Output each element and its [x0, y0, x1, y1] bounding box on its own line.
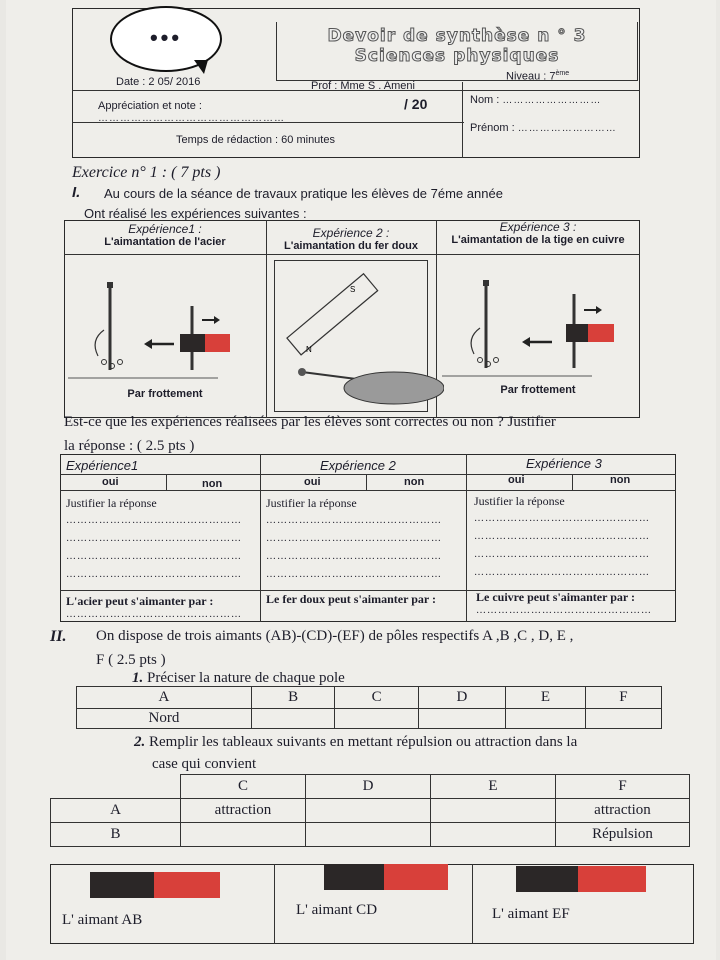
experiment-3-subtitle: L'aimantation de la tige en cuivre: [451, 234, 625, 246]
exp3-dots-1: …………………………………………: [474, 513, 650, 524]
pole-value-c[interactable]: [335, 709, 419, 729]
exp1-justify-label: Justifier la réponse: [66, 496, 157, 510]
q2-line2: case qui convient: [152, 756, 257, 772]
experiment-3-drawing: [442, 278, 638, 378]
part1-number: I.: [72, 184, 81, 201]
exp3-bottom-label: Le cuivre peut s'aimanter par :: [476, 590, 635, 604]
appreciation-text: Appréciation et note :: [98, 100, 202, 112]
exp1-bottom-area[interactable]: [66, 594, 258, 620]
stroke-arrow: [95, 330, 104, 356]
exp2-dots-3: …………………………………………: [266, 551, 442, 562]
experiment-2-header: [266, 226, 436, 252]
experiment-2-title: Expérience 2 :: [312, 226, 390, 240]
pole-header-f: F: [585, 687, 661, 709]
q2-line1: [134, 734, 577, 751]
exercise-title: Exercice n° 1 : ( 7 pts ): [72, 164, 221, 181]
poles-value-row: [77, 709, 662, 729]
experiments-divider-h: [64, 254, 640, 255]
magnets-divider-2: [472, 864, 473, 944]
q1-number: 1.: [132, 670, 144, 686]
stroke-arrow: [471, 328, 480, 354]
speech-bubble-dots: •••: [149, 25, 183, 50]
pin-3: [118, 360, 123, 365]
exp2-dots-1: …………………………………………: [266, 515, 442, 526]
interaction-b-f[interactable]: Répulsion: [556, 823, 690, 847]
pole-value-f[interactable]: [585, 709, 661, 729]
pin-3: [494, 358, 499, 363]
pin-1: [478, 358, 483, 363]
experiment-2-drawing: [274, 260, 444, 410]
answer-table-hline-1: [60, 474, 676, 475]
pole-header-a: A: [77, 687, 252, 709]
exp1-justify-area[interactable]: [66, 494, 256, 584]
exp3-bottom-dots: …………………………………………: [476, 605, 652, 616]
magnet-red: [205, 334, 230, 352]
prenom-label: [470, 122, 630, 134]
exp3-justify-label: Justifier la réponse: [474, 494, 565, 508]
exp3-dots-3: …………………………………………: [474, 549, 650, 560]
answer-header-exp3: Expérience 3: [526, 456, 602, 471]
experiment-1-caption: Par frottement: [127, 388, 203, 400]
part1-text2: Ont réalisé les expériences suivantes :: [84, 206, 307, 221]
exam-title-line2: Sciences physiques: [354, 46, 560, 66]
interaction-row-b: [51, 823, 690, 847]
exp3-justify-area[interactable]: [474, 492, 670, 582]
experiment-1-subtitle: L'aimantation de l'acier: [104, 236, 226, 248]
exp1-dots-1: …………………………………………: [66, 515, 242, 526]
magnet-ef-red: [578, 866, 646, 892]
question1-line2: la réponse : ( 2.5 pts ): [64, 438, 195, 454]
magnet-dark: [180, 334, 205, 352]
magnet-ef-dark: [516, 866, 578, 892]
prenom-text: Prénom :: [470, 122, 515, 134]
pull-arrowhead: [522, 337, 530, 347]
q2-number: 2.: [134, 734, 146, 750]
q1-line: [132, 670, 345, 687]
experiment-2-subtitle: L'aimantation du fer doux: [283, 240, 418, 252]
pin-1: [102, 360, 107, 365]
exp3-oui-option[interactable]: oui: [508, 474, 525, 486]
pole-value-b[interactable]: [251, 709, 335, 729]
exp3-bottom-area[interactable]: [476, 590, 674, 616]
exp2-bottom-label: Le fer doux peut s'aimanter par :: [266, 592, 436, 606]
interaction-header-row: [51, 775, 690, 799]
interaction-col-d: D: [306, 775, 431, 799]
exam-sheet: [6, 0, 716, 960]
question1-line1: Est-ce que les expériences réalisées par les élèves sont correctes ou non ? Justifier: [64, 414, 556, 430]
interaction-b-c[interactable]: [181, 823, 306, 847]
magnet-ab: [90, 872, 220, 898]
answer-table-vline-2: [466, 454, 467, 622]
interaction-a-e[interactable]: [431, 799, 556, 823]
answer-table-vline-3: [166, 474, 167, 490]
bar-magnet: [287, 274, 378, 355]
appreciation-dots: ……………………………………………: [98, 113, 285, 124]
interaction-b-d[interactable]: [306, 823, 431, 847]
speech-bubble-tail: [194, 60, 208, 74]
experiment-3-caption: Par frottement: [500, 384, 576, 396]
interaction-row-a-label: A: [51, 799, 181, 823]
exp3-dots-2: …………………………………………: [474, 531, 650, 542]
interaction-a-c[interactable]: attraction: [181, 799, 306, 823]
magnet-cd: [324, 864, 448, 890]
part2-text1: On dispose de trois aimants (AB)-(CD)-(EF) de pôles respectifs A ,B ,C , D, E ,: [96, 628, 574, 644]
answer-header-exp1: Expérience1: [66, 458, 139, 473]
magnet-n-label: N: [306, 345, 312, 354]
exp2-dots-2: …………………………………………: [266, 533, 442, 544]
interaction-b-e[interactable]: [431, 823, 556, 847]
exp1-dots-2: …………………………………………: [66, 533, 242, 544]
exp2-dots-4: …………………………………………: [266, 569, 442, 580]
pole-header-d: D: [418, 687, 505, 709]
interaction-row-a: [51, 799, 690, 823]
interaction-col-c: C: [181, 775, 306, 799]
exp2-non-option[interactable]: non: [404, 476, 425, 488]
exp3-dots-4: …………………………………………: [474, 567, 650, 578]
interaction-a-d[interactable]: [306, 799, 431, 823]
exp1-dots-3: …………………………………………: [66, 551, 242, 562]
poles-table: [76, 686, 662, 729]
rod-top: [483, 280, 489, 286]
experiment-3-title: Expérience 3 :: [499, 220, 577, 234]
prof-label: Prof : Mme S . Ameni: [311, 80, 415, 92]
pole-header-b: B: [251, 687, 335, 709]
interaction-a-f[interactable]: attraction: [556, 799, 690, 823]
poles-header-row: [77, 687, 662, 709]
pole-value-d[interactable]: [418, 709, 505, 729]
niveau-label: [506, 70, 626, 83]
pole-value-e[interactable]: [506, 709, 586, 729]
exp1-oui-option[interactable]: oui: [102, 476, 119, 488]
header-vline: [462, 82, 463, 158]
exp1-bottom-label: L'acier peut s'aimanter par :: [66, 594, 214, 608]
magnet-ef: [516, 866, 646, 892]
experiment-3-header: [436, 220, 640, 246]
interaction-corner: [51, 775, 181, 799]
exp3-non-option[interactable]: non: [610, 474, 631, 486]
answer-table-vline-5: [572, 474, 573, 490]
pole-value-a[interactable]: Nord: [77, 709, 252, 729]
nom-label: [470, 94, 630, 106]
exp2-bottom-area[interactable]: [266, 592, 464, 607]
pole-header-e: E: [506, 687, 586, 709]
exp2-oui-option[interactable]: oui: [304, 476, 321, 488]
part2-number: II.: [50, 628, 67, 645]
exp1-bottom-dots: …………………………………………: [66, 609, 242, 620]
move-arrowhead: [596, 306, 602, 314]
magnets-divider-1: [274, 864, 275, 944]
nom-text: Nom :: [470, 94, 500, 106]
experiment-1-drawing: [68, 280, 264, 380]
q2-text1: Remplir les tableaux suivants en mettant répulsion ou attraction dans la: [149, 734, 578, 750]
interaction-col-e: E: [431, 775, 556, 799]
nom-dots: ………………………: [502, 95, 602, 106]
magnet-ef-label: L' aimant EF: [492, 906, 570, 922]
note-label: / 20: [404, 96, 428, 112]
header-hline-1: [72, 90, 640, 91]
magnet-dark: [566, 324, 588, 342]
exp1-dots-4: …………………………………………: [66, 569, 242, 580]
magnet-ab-dark: [90, 872, 154, 898]
answer-table-vline-1: [260, 454, 261, 622]
exp2-justify-area[interactable]: [266, 494, 462, 584]
iron-filings: [344, 372, 444, 404]
move-arrowhead: [214, 316, 220, 324]
answer-table-hline-2: [60, 490, 676, 491]
temps-label: Temps de rédaction : 60 minutes: [176, 134, 335, 146]
pull-arrowhead: [144, 339, 152, 349]
appreciation-label: [98, 100, 358, 124]
answer-header-exp2: Expérience 2: [320, 458, 396, 473]
magnet-cd-label: L' aimant CD: [296, 902, 378, 918]
experiment-1-header: [64, 222, 266, 248]
magnet-ab-red: [154, 872, 220, 898]
niveau-text: Niveau : 7: [506, 70, 556, 83]
magnet-cd-dark: [324, 864, 384, 890]
pole-header-c: C: [335, 687, 419, 709]
part1-text1: Au cours de la séance de travaux pratique les élèves de 7éme année: [104, 186, 503, 201]
q1-text: Préciser la nature de chaque pole: [147, 670, 345, 686]
interaction-table: [50, 774, 690, 847]
bar-magnet-body: [287, 274, 378, 355]
answer-table-vline-4: [366, 474, 367, 490]
niveau-sup: ème: [555, 70, 570, 77]
exp2-justify-label: Justifier la réponse: [266, 496, 357, 510]
interaction-row-b-label: B: [51, 823, 181, 847]
prenom-dots: ………………………: [517, 123, 617, 134]
exam-title-line1: Devoir de synthèse n ° 3: [327, 26, 587, 46]
date-label: Date : 2 05/ 2016: [116, 76, 201, 88]
magnet-red: [588, 324, 614, 342]
magnet-ab-label: L' aimant AB: [62, 912, 143, 928]
magnet-s-label: S: [350, 285, 356, 294]
magnet-cd-red: [384, 864, 448, 890]
exp1-non-option[interactable]: non: [202, 478, 223, 490]
nail-head: [298, 368, 306, 376]
part2-text2: F ( 2.5 pts ): [96, 652, 166, 668]
experiment-1-title: Expérience1 :: [128, 222, 202, 236]
rod-top: [107, 282, 113, 288]
interaction-col-f: F: [556, 775, 690, 799]
